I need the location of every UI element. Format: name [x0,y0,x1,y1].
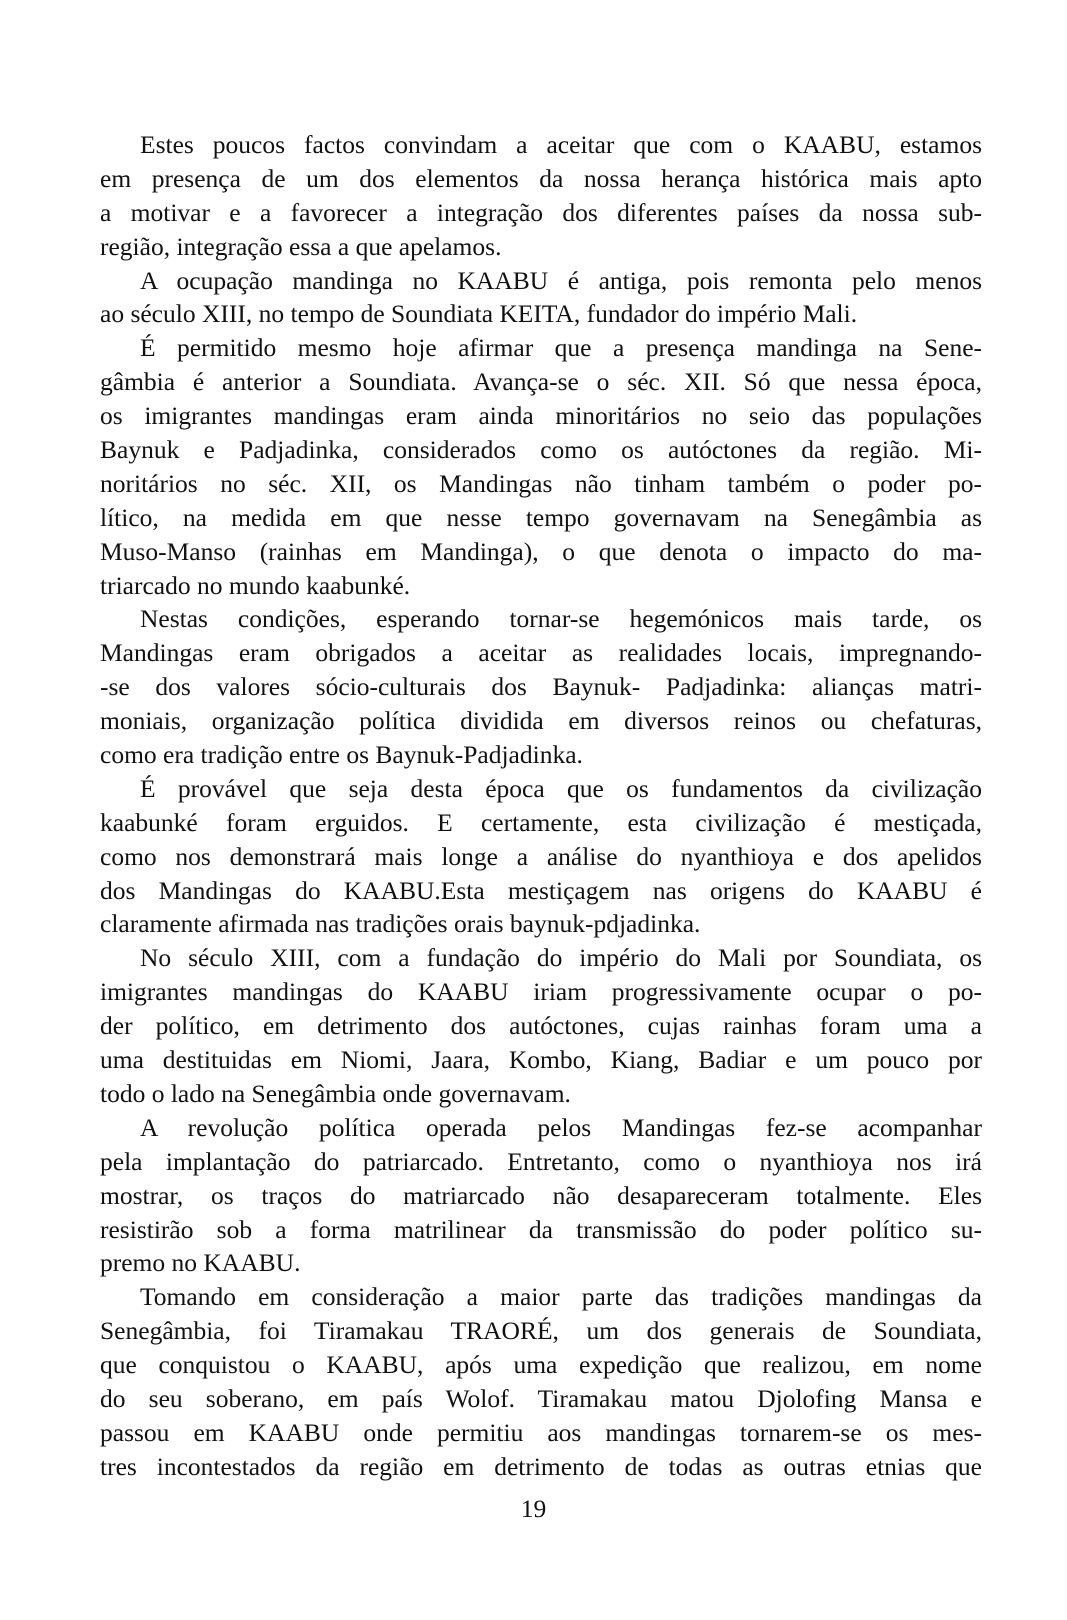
text-line: os imigrantes mandingas eram ainda minoritários no seio das populações [100,401,982,431]
paragraph [100,1280,982,1483]
text-line: ao século XIII, no tempo de Soundiata KEITA, fundador do império Mali. [100,299,858,329]
text-line: Estes poucos factos convindam a aceitar que com o KAABU, estamos [140,130,982,159]
text-line: região, integração essa a que apelamos. [100,231,502,261]
paragraph [100,772,982,941]
text-line: Tomando em consideração a maior parte das tradições mandingas da [140,1282,982,1312]
text-line: kaabunké foram erguidos. E certamente, esta civilização é mestiçada, [100,807,982,837]
text-line: gâmbia é anterior a Soundiata. Avança-se o séc. XII. Só que nessa época, [100,367,982,397]
text-line: passou em KAABU onde permitiu aos mandingas tornarem-se os mes- [100,1417,982,1447]
text-line: todo o lado na Senegâmbia onde governavam. [100,1078,571,1108]
text-line: uma destituidas em Niomi, Jaara, Kombo, Kiang, Badiar e um pouco por [100,1045,982,1075]
text-line: lítico, na medida em que nesse tempo governavam na Senegâmbia as [100,502,982,532]
text-line: pela implantação do patriarcado. Entretanto, como o nyanthioya nos irá [100,1146,982,1176]
paragraph [100,128,982,264]
text-line: como era tradição entre os Baynuk-Padjadinka. [100,740,583,770]
text-line: der político, em detrimento dos autóctones, cujas rainhas foram uma a [100,1011,982,1041]
text-line: Muso-Manso (rainhas em Mandinga), o que denota o impacto do ma- [100,536,982,566]
text-line: triarcado no mundo kaabunké. [100,570,411,600]
text-line: do seu soberano, em país Wolof. Tiramakau matou Djolofing Mansa e [100,1383,982,1413]
text-line: a motivar e a favorecer a integração dos diferentes países da nossa sub- [100,197,982,227]
paragraph [100,264,982,332]
text-line: É permitido mesmo hoje afirmar que a presença mandinga na Sene- [140,333,982,363]
text-line: No século XIII, com a fundação do império do Mali por Soundiata, os [140,943,982,973]
text-line: que conquistou o KAABU, após uma expedição que realizou, em nome [100,1350,982,1380]
text-line: A ocupação mandinga no KAABU é antiga, pois remonta pelo menos [140,265,982,295]
text-line: Mandingas eram obrigados a aceitar as realidades locais, impregnando- [100,638,982,668]
text-line: É provável que seja desta época que os fundamentos da civilização [140,773,982,803]
text-line: moniais, organização política dividida em diversos reinos ou chefaturas, [100,706,982,736]
body-text [100,128,982,1484]
text-line: A revolução política operada pelos Mandingas fez-se acompanhar [140,1112,982,1142]
text-line: claramente afirmada nas tradições orais baynuk-pdjadinka. [100,909,701,939]
text-line: premo no KAABU. [100,1248,301,1278]
text-line: resistirão sob a forma matrilinear da transmissão do poder político su- [100,1214,982,1244]
text-line: Baynuk e Padjadinka, considerados como os autóctones da região. Mi- [100,435,982,465]
text-line: em presença de um dos elementos da nossa herança histórica mais apto [100,163,982,193]
text-line: -se dos valores sócio-culturais dos Baynuk- Padjadinka: alianças matri- [100,672,982,702]
page-number: 19 [520,1494,547,1523]
text-line: como nos demonstrará mais longe a análise do nyanthioya e dos apelidos [100,841,982,871]
text-line: mostrar, os traços do matriarcado não desapareceram totalmente. Eles [100,1180,982,1210]
text-line: dos Mandingas do KAABU.Esta mestiçagem nas origens do KAABU é [100,875,982,905]
paragraph [100,602,982,771]
text-line: Senegâmbia, foi Tiramakau TRAORÉ, um dos generais de Soundiata, [100,1316,982,1346]
text-line: imigrantes mandingas do KAABU iriam progressivamente ocupar o po- [100,977,982,1007]
paragraph [100,941,982,1110]
paragraph [100,331,982,602]
text-line: tres incontestados da região em detrimento de todas as outras etnias que [100,1451,982,1481]
text-line: Nestas condições, esperando tornar-se hegemónicos mais tarde, os [140,604,982,634]
text-line: noritários no séc. XII, os Mandingas não tinham também o poder po- [100,468,982,498]
paragraph [100,1111,982,1280]
